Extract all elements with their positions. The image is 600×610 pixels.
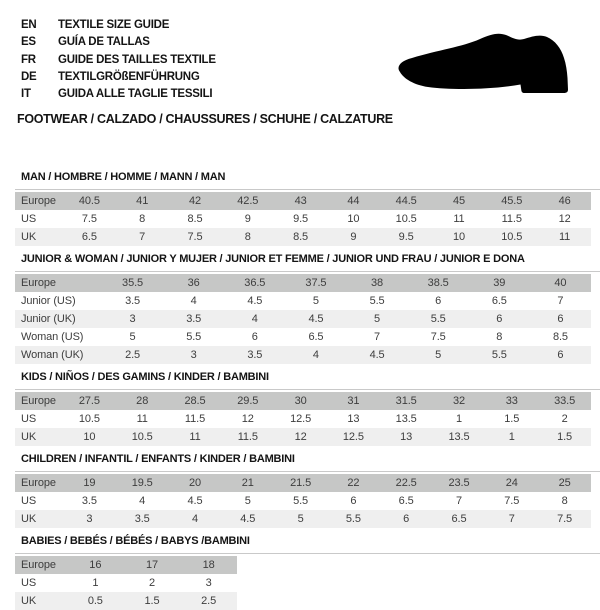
size-value: 8 (496, 331, 503, 344)
table-title: BABIES / BEBÉS / BÉBÉS / BABYS /BAMBINI (21, 535, 250, 548)
size-row (15, 228, 591, 246)
size-value: 1 (92, 577, 99, 590)
size-value: 29.5 (237, 395, 259, 408)
size-table (15, 192, 591, 246)
row-label: US (21, 577, 37, 590)
size-value: 25 (558, 477, 571, 490)
size-value: 7.5 (557, 513, 573, 526)
size-value: 3 (129, 313, 136, 326)
size-value: 4 (139, 495, 146, 508)
size-value: 9.5 (293, 213, 309, 226)
size-row (15, 346, 591, 364)
size-value: 8.5 (293, 231, 309, 244)
size-value: 3.5 (186, 313, 202, 326)
size-value: 2 (561, 413, 568, 426)
row-label: UK (21, 513, 37, 526)
size-value: 41 (136, 195, 149, 208)
size-value: 1.5 (504, 413, 520, 426)
size-row (15, 510, 591, 528)
size-table (15, 556, 237, 610)
size-value: 4.5 (240, 513, 256, 526)
size-value: 5.5 (369, 295, 385, 308)
size-table-section (15, 453, 600, 528)
size-value: 2.5 (125, 349, 141, 362)
size-value: 22 (347, 477, 360, 490)
size-value: 2 (148, 577, 155, 590)
size-value: 7.5 (430, 331, 446, 344)
size-value: 24 (505, 477, 518, 490)
size-value: 37.5 (305, 277, 327, 290)
size-value: 13.5 (395, 413, 417, 426)
size-value: 1 (508, 431, 515, 444)
size-value: 8 (139, 213, 146, 226)
size-table-section (15, 253, 600, 364)
size-value: 4.5 (369, 349, 385, 362)
table-title: CHILDREN / INFANTIL / ENFANTS / KINDER / BAMBINI (21, 453, 295, 466)
size-row (15, 292, 591, 310)
size-value: 36 (187, 277, 200, 290)
size-value: 11 (558, 231, 571, 244)
size-value: 10 (452, 231, 465, 244)
size-value: 11 (189, 431, 201, 444)
size-value: 38 (371, 277, 384, 290)
size-row (15, 274, 591, 292)
table-wrap (15, 389, 600, 446)
size-tables (15, 171, 600, 610)
size-value: 45.5 (501, 195, 523, 208)
size-value: 45 (452, 195, 465, 208)
size-value: 33.5 (554, 395, 576, 408)
size-value: 44.5 (395, 195, 417, 208)
size-value: 7.5 (504, 495, 520, 508)
size-value: 3.5 (134, 513, 150, 526)
size-value: 21 (241, 477, 254, 490)
size-value: 18 (202, 559, 215, 572)
size-value: 40.5 (78, 195, 100, 208)
size-value: 5.5 (186, 331, 202, 344)
size-row (15, 310, 591, 328)
size-value: 28.5 (184, 395, 206, 408)
size-value: 5.5 (293, 495, 309, 508)
size-value: 31 (347, 395, 360, 408)
size-value: 33 (505, 395, 518, 408)
row-label: Europe (21, 395, 56, 408)
size-value: 4 (191, 513, 198, 526)
size-row (15, 328, 591, 346)
size-value: 7 (374, 331, 381, 344)
size-value: 13.5 (448, 431, 470, 444)
table-wrap (15, 189, 600, 246)
row-label: Junior (UK) (21, 313, 76, 326)
size-row (15, 428, 591, 446)
size-value: 12.5 (342, 431, 364, 444)
size-value: 6.5 (81, 231, 97, 244)
row-label: US (21, 213, 37, 226)
size-value: 10.5 (395, 213, 417, 226)
size-table (15, 392, 591, 446)
size-value: 1.5 (144, 595, 160, 608)
row-label: Europe (21, 559, 56, 572)
size-value: 16 (89, 559, 102, 572)
row-label: Europe (21, 277, 56, 290)
size-value: 12 (294, 431, 307, 444)
size-value: 28 (136, 395, 149, 408)
size-value: 3.5 (81, 495, 97, 508)
language-code: IT (21, 88, 31, 101)
size-value: 43 (294, 195, 307, 208)
page-header (0, 0, 600, 126)
size-value: 4 (251, 313, 258, 326)
size-value: 2.5 (201, 595, 217, 608)
size-value: 11.5 (501, 213, 522, 226)
size-table (15, 474, 591, 528)
size-value: 10 (83, 431, 96, 444)
size-value: 6 (496, 313, 503, 326)
size-row (15, 574, 237, 592)
size-value: 0.5 (87, 595, 103, 608)
size-value: 1.5 (557, 431, 573, 444)
size-value: 5 (435, 349, 442, 362)
size-value: 20 (188, 477, 202, 490)
size-value: 5 (129, 331, 136, 344)
size-table-section (15, 371, 600, 446)
size-value: 19 (83, 477, 96, 490)
size-value: 5.5 (345, 513, 361, 526)
size-value: 6.5 (398, 495, 414, 508)
size-value: 6 (403, 513, 410, 526)
size-row (15, 210, 591, 228)
size-value: 17 (145, 559, 158, 572)
size-row (15, 474, 591, 492)
size-value: 10.5 (131, 431, 153, 444)
size-value: 11 (453, 213, 465, 226)
size-value: 5 (244, 495, 251, 508)
size-value: 5 (312, 295, 319, 308)
size-value: 1 (455, 413, 462, 426)
row-label: Junior (US) (21, 295, 76, 308)
size-value: 6 (557, 349, 564, 362)
size-value: 8.5 (187, 213, 203, 226)
size-row (15, 592, 237, 610)
language-label: TEXTILGRÖßENFÜHRUNG (58, 70, 200, 83)
size-value: 3.5 (247, 349, 263, 362)
size-value: 32 (452, 395, 465, 408)
size-value: 3.5 (125, 295, 141, 308)
size-value: 6 (435, 295, 442, 308)
language-code: FR (21, 53, 36, 66)
size-row (15, 492, 591, 510)
size-value: 44 (347, 195, 360, 208)
size-row (15, 392, 591, 410)
size-value: 9.5 (398, 231, 414, 244)
size-value: 38.5 (427, 277, 449, 290)
row-label: US (21, 495, 37, 508)
row-label: Europe (21, 477, 56, 490)
language-code: DE (21, 70, 37, 83)
size-value: 9 (350, 231, 357, 244)
category-title: FOOTWEAR / CALZADO / CHAUSSURES / SCHUHE / CALZATURE (17, 112, 393, 127)
size-value: 6 (350, 495, 357, 508)
size-value: 12 (241, 413, 254, 426)
size-value: 42 (188, 195, 202, 208)
row-label: UK (21, 431, 37, 444)
size-value: 8 (244, 231, 251, 244)
size-value: 31.5 (395, 395, 417, 408)
size-value: 36.5 (244, 277, 266, 290)
size-value: 27.5 (78, 395, 100, 408)
size-value: 7 (139, 231, 146, 244)
shoe-icon (390, 20, 580, 105)
size-row (15, 192, 591, 210)
table-wrap (15, 271, 600, 364)
size-value: 39 (493, 277, 506, 290)
size-value: 5.5 (430, 313, 446, 326)
size-value: 12.5 (290, 413, 312, 426)
row-label: Woman (UK) (21, 349, 84, 362)
size-value: 3 (205, 577, 212, 590)
size-value: 5 (374, 313, 381, 326)
size-value: 13 (347, 413, 360, 426)
size-value: 10.5 (78, 413, 100, 426)
row-label: US (21, 413, 37, 426)
size-value: 7 (557, 295, 564, 308)
size-value: 4.5 (187, 495, 203, 508)
size-value: 40 (554, 277, 567, 290)
size-value: 22.5 (395, 477, 417, 490)
size-value: 23.5 (448, 477, 470, 490)
size-value: 8 (561, 495, 568, 508)
language-label: GUIDE DES TAILLES TEXTILE (58, 53, 216, 66)
size-value: 7.5 (187, 231, 203, 244)
size-table (15, 274, 591, 364)
size-value: 6 (557, 313, 564, 326)
language-code: EN (21, 19, 37, 31)
table-wrap (15, 553, 600, 610)
table-title: JUNIOR & WOMAN / JUNIOR Y MUJER / JUNIOR ET FEMME / JUNIOR UND FRAU / JUNIOR E DONA (21, 253, 525, 266)
size-table-section (15, 535, 600, 610)
language-label: TEXTILE SIZE GUIDE (58, 19, 170, 31)
size-table-section (15, 171, 600, 246)
row-label: Europe (21, 195, 56, 208)
table-wrap (15, 471, 600, 528)
size-value: 3 (86, 513, 93, 526)
size-value: 35.5 (122, 277, 144, 290)
size-value: 8.5 (552, 331, 568, 344)
size-value: 19.5 (131, 477, 153, 490)
size-value: 11.5 (237, 431, 258, 444)
row-label: UK (21, 595, 37, 608)
size-value: 46 (558, 195, 571, 208)
size-value: 12 (558, 213, 571, 226)
size-value: 7.5 (81, 213, 97, 226)
table-title: MAN / HOMBRE / HOMME / MANN / MAN (21, 171, 226, 184)
size-value: 5 (297, 513, 304, 526)
language-label: GUÍA DE TALLAS (58, 36, 150, 49)
size-value: 6 (251, 331, 258, 344)
size-value: 11 (136, 413, 148, 426)
size-value: 6.5 (451, 513, 467, 526)
size-value: 4 (190, 295, 197, 308)
size-value: 30 (294, 395, 307, 408)
size-value: 4 (312, 349, 319, 362)
size-value: 7 (508, 513, 515, 526)
size-value: 13 (400, 431, 413, 444)
size-value: 4.5 (247, 295, 263, 308)
row-label: UK (21, 231, 37, 244)
size-value: 10 (347, 213, 360, 226)
size-value: 5.5 (491, 349, 507, 362)
language-label: GUIDA ALLE TAGLIE TESSILI (58, 88, 213, 101)
row-label: Woman (US) (21, 331, 84, 344)
size-value: 6.5 (308, 331, 324, 344)
size-value: 21.5 (290, 477, 312, 490)
size-value: 6.5 (491, 295, 507, 308)
size-value: 3 (190, 349, 197, 362)
size-value: 42.5 (237, 195, 259, 208)
size-value: 11.5 (184, 413, 206, 426)
size-value: 4.5 (308, 313, 324, 326)
size-row (15, 410, 591, 428)
size-value: 10.5 (501, 231, 523, 244)
size-value: 9 (244, 213, 251, 226)
table-title: KIDS / NIÑOS / DES GAMINS / KINDER / BAMBINI (21, 371, 269, 384)
size-value: 7 (455, 495, 462, 508)
language-code: ES (21, 36, 36, 49)
size-row (15, 556, 237, 574)
